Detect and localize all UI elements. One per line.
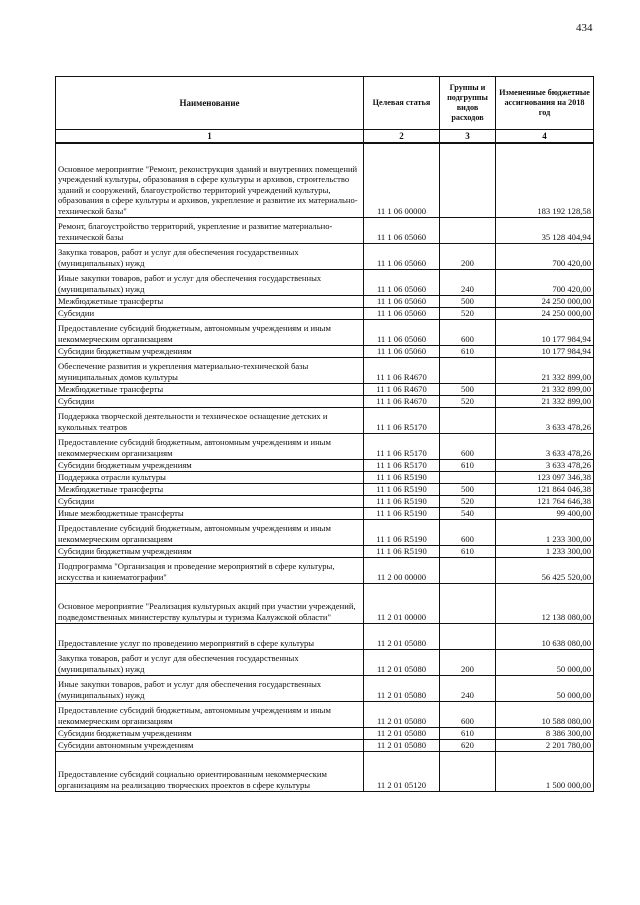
- cell-group: 600: [440, 701, 496, 727]
- cell-amount: 99 400,00: [496, 507, 594, 519]
- cell-name: Предоставление субсидий бюджетным, автономным учреждениям и иным некоммерческим организациям: [56, 519, 364, 545]
- cell-name: Субсидии бюджетным учреждениям: [56, 459, 364, 471]
- cell-name: Субсидии: [56, 395, 364, 407]
- table-row: [56, 217, 594, 243]
- table-row: [56, 495, 594, 507]
- cell-amount: 700 420,00: [496, 243, 594, 269]
- cell-name: Поддержка творческой деятельности и техническое оснащение детских и кукольных театров: [56, 407, 364, 433]
- cell-amount: 1 233 300,00: [496, 519, 594, 545]
- cell-amount: 700 420,00: [496, 269, 594, 295]
- cell-amount: 1 233 300,00: [496, 545, 594, 557]
- cell-article: 11 1 06 R4670: [364, 383, 440, 395]
- table-row: [56, 433, 594, 459]
- cell-amount: 10 177 984,94: [496, 345, 594, 357]
- cell-article: 11 1 06 R5190: [364, 519, 440, 545]
- cell-article: 11 1 06 05060: [364, 319, 440, 345]
- cell-group: 520: [440, 495, 496, 507]
- cell-name: Субсидии: [56, 495, 364, 507]
- table-row: [56, 243, 594, 269]
- cell-name: Предоставление субсидий бюджетным, автономным учреждениям и иным некоммерческим организациям: [56, 319, 364, 345]
- cell-group: 540: [440, 507, 496, 519]
- cell-amount: 21 332 899,00: [496, 357, 594, 383]
- cell-amount: 50 000,00: [496, 675, 594, 701]
- cell-name: Субсидии бюджетным учреждениям: [56, 727, 364, 739]
- cell-article: 11 1 06 R5190: [364, 545, 440, 557]
- table-row: [56, 459, 594, 471]
- cell-article: 11 1 06 05060: [364, 217, 440, 243]
- table-row: [56, 471, 594, 483]
- cell-group: 520: [440, 307, 496, 319]
- cell-article: 11 1 06 R5170: [364, 459, 440, 471]
- cell-name: Подпрограмма "Организация и проведение мероприятий в сфере культуры, искусства и кинематографии": [56, 557, 364, 583]
- table-header: [56, 77, 594, 144]
- cell-group: [440, 407, 496, 433]
- cell-group: [440, 623, 496, 649]
- header-num-4: 4: [496, 130, 594, 144]
- table-row: [56, 649, 594, 675]
- cell-group: [440, 583, 496, 623]
- cell-article: 11 1 06 R5190: [364, 507, 440, 519]
- cell-name: Предоставление услуг по проведению мероприятий в сфере культуры: [56, 623, 364, 649]
- cell-article: 11 2 01 05080: [364, 623, 440, 649]
- table-row: [56, 751, 594, 791]
- cell-article: 11 2 01 00000: [364, 583, 440, 623]
- cell-group: 620: [440, 739, 496, 751]
- table-row: [56, 739, 594, 751]
- cell-amount: 10 588 080,00: [496, 701, 594, 727]
- cell-amount: 2 201 780,00: [496, 739, 594, 751]
- table-row: [56, 583, 594, 623]
- cell-group: 600: [440, 519, 496, 545]
- table-row: [56, 675, 594, 701]
- cell-article: 11 2 01 05120: [364, 751, 440, 791]
- cell-article: 11 1 06 R5190: [364, 483, 440, 495]
- table-row: [56, 483, 594, 495]
- cell-amount: 24 250 000,00: [496, 295, 594, 307]
- cell-name: Субсидии: [56, 307, 364, 319]
- table-row: [56, 295, 594, 307]
- cell-name: Субсидии автономным учреждениям: [56, 739, 364, 751]
- table-row: [56, 557, 594, 583]
- cell-article: 11 1 06 R5190: [364, 495, 440, 507]
- table-row: [56, 357, 594, 383]
- cell-group: 240: [440, 269, 496, 295]
- cell-amount: 21 332 899,00: [496, 395, 594, 407]
- cell-group: 200: [440, 243, 496, 269]
- cell-amount: 1 500 000,00: [496, 751, 594, 791]
- cell-amount: 3 633 478,26: [496, 407, 594, 433]
- table-row: [56, 519, 594, 545]
- cell-amount: 10 177 984,94: [496, 319, 594, 345]
- cell-article: 11 1 06 05060: [364, 269, 440, 295]
- cell-group: 600: [440, 319, 496, 345]
- cell-name: Предоставление субсидий социально ориентированным некоммерческим организациям на реализацию творческих проектов в сфере культуры: [56, 751, 364, 791]
- cell-group: [440, 217, 496, 243]
- cell-amount: 21 332 899,00: [496, 383, 594, 395]
- cell-name: Закупка товаров, работ и услуг для обеспечения государственных (муниципальных) нужд: [56, 649, 364, 675]
- cell-name: Поддержка отрасли культуры: [56, 471, 364, 483]
- table-row: [56, 727, 594, 739]
- cell-article: 11 1 06 05060: [364, 345, 440, 357]
- table-row: [56, 143, 594, 217]
- cell-name: Межбюджетные трансферты: [56, 295, 364, 307]
- cell-group: [440, 357, 496, 383]
- cell-article: 11 1 06 00000: [364, 143, 440, 217]
- cell-amount: 183 192 128,58: [496, 143, 594, 217]
- cell-group: [440, 471, 496, 483]
- cell-article: 11 1 06 R5190: [364, 471, 440, 483]
- cell-article: 11 2 01 05080: [364, 701, 440, 727]
- cell-article: 11 1 06 R5170: [364, 407, 440, 433]
- table-row: [56, 545, 594, 557]
- header-article: Целевая статья: [364, 77, 440, 130]
- table-row: [56, 307, 594, 319]
- cell-article: 11 1 06 R4670: [364, 357, 440, 383]
- cell-group: 200: [440, 649, 496, 675]
- table-row: [56, 407, 594, 433]
- cell-name: Основное мероприятие "Ремонт, реконструкция зданий и внутренних помещений учреждений культуры, образования в сфере культуры и архивов, строительство зданий и сооружений, благоустройство территорий учреждений культуры, образования в сфере культуры и архивов, укрепление и развитие их материально-технической базы": [56, 143, 364, 217]
- budget-table: [55, 76, 594, 792]
- cell-name: Субсидии бюджетным учреждениям: [56, 545, 364, 557]
- cell-name: Предоставление субсидий бюджетным, автономным учреждениям и иным некоммерческим организациям: [56, 701, 364, 727]
- header-num-2: 2: [364, 130, 440, 144]
- header-groups: Группы и подгруппы видов расходов: [440, 77, 496, 130]
- cell-name: Иные межбюджетные трансферты: [56, 507, 364, 519]
- cell-amount: 3 633 478,26: [496, 459, 594, 471]
- header-num-3: 3: [440, 130, 496, 144]
- cell-group: [440, 143, 496, 217]
- cell-article: 11 2 01 05080: [364, 739, 440, 751]
- cell-amount: 123 097 346,38: [496, 471, 594, 483]
- cell-name: Иные закупки товаров, работ и услуг для обеспечения государственных (муниципальных) нужд: [56, 675, 364, 701]
- cell-amount: 24 250 000,00: [496, 307, 594, 319]
- header-name: Наименование: [56, 77, 364, 130]
- table-row: [56, 395, 594, 407]
- cell-amount: 50 000,00: [496, 649, 594, 675]
- table-row: [56, 383, 594, 395]
- cell-group: 610: [440, 545, 496, 557]
- cell-article: 11 2 00 00000: [364, 557, 440, 583]
- table-row: [56, 319, 594, 345]
- cell-group: 240: [440, 675, 496, 701]
- cell-article: 11 2 01 05080: [364, 649, 440, 675]
- cell-group: 610: [440, 459, 496, 471]
- cell-group: [440, 557, 496, 583]
- cell-amount: 3 633 478,26: [496, 433, 594, 459]
- cell-article: 11 1 06 R4670: [364, 395, 440, 407]
- cell-name: Субсидии бюджетным учреждениям: [56, 345, 364, 357]
- cell-name: Межбюджетные трансферты: [56, 483, 364, 495]
- cell-group: 500: [440, 483, 496, 495]
- cell-article: 11 1 06 R5170: [364, 433, 440, 459]
- cell-name: Иные закупки товаров, работ и услуг для обеспечения государственных (муниципальных) нужд: [56, 269, 364, 295]
- cell-group: 500: [440, 383, 496, 395]
- cell-amount: 121 764 646,38: [496, 495, 594, 507]
- cell-amount: 121 864 046,38: [496, 483, 594, 495]
- cell-group: 610: [440, 727, 496, 739]
- cell-article: 11 1 06 05060: [364, 307, 440, 319]
- cell-article: 11 2 01 05080: [364, 675, 440, 701]
- cell-name: Предоставление субсидий бюджетным, автономным учреждениям и иным некоммерческим организациям: [56, 433, 364, 459]
- cell-name: Межбюджетные трансферты: [56, 383, 364, 395]
- page-number: 434: [576, 22, 593, 34]
- cell-group: 600: [440, 433, 496, 459]
- cell-article: 11 1 06 05060: [364, 295, 440, 307]
- table-body: [56, 143, 594, 791]
- cell-amount: 35 128 404,94: [496, 217, 594, 243]
- cell-name: Обеспечение развития и укрепления материально-технической базы муниципальных домов культуры: [56, 357, 364, 383]
- cell-name: Основное мероприятие "Реализация культурных акций при участии учреждений, подведомственных министерству культуры и туризма Калужской области": [56, 583, 364, 623]
- cell-amount: 12 138 080,00: [496, 583, 594, 623]
- cell-group: 500: [440, 295, 496, 307]
- cell-amount: 8 386 300,00: [496, 727, 594, 739]
- cell-group: 520: [440, 395, 496, 407]
- header-amount: Измененные бюджетные ассигнования на 2018 год: [496, 77, 594, 130]
- table-row: [56, 623, 594, 649]
- cell-amount: 10 638 080,00: [496, 623, 594, 649]
- table-row: [56, 507, 594, 519]
- table-row: [56, 701, 594, 727]
- cell-name: Закупка товаров, работ и услуг для обеспечения государственных (муниципальных) нужд: [56, 243, 364, 269]
- cell-amount: 56 425 520,00: [496, 557, 594, 583]
- cell-group: [440, 751, 496, 791]
- cell-name: Ремонт, благоустройство территорий, укрепление и развитие материально-технической базы: [56, 217, 364, 243]
- table-row: [56, 269, 594, 295]
- header-num-1: 1: [56, 130, 364, 144]
- cell-article: 11 1 06 05060: [364, 243, 440, 269]
- table-row: [56, 345, 594, 357]
- cell-group: 610: [440, 345, 496, 357]
- cell-article: 11 2 01 05080: [364, 727, 440, 739]
